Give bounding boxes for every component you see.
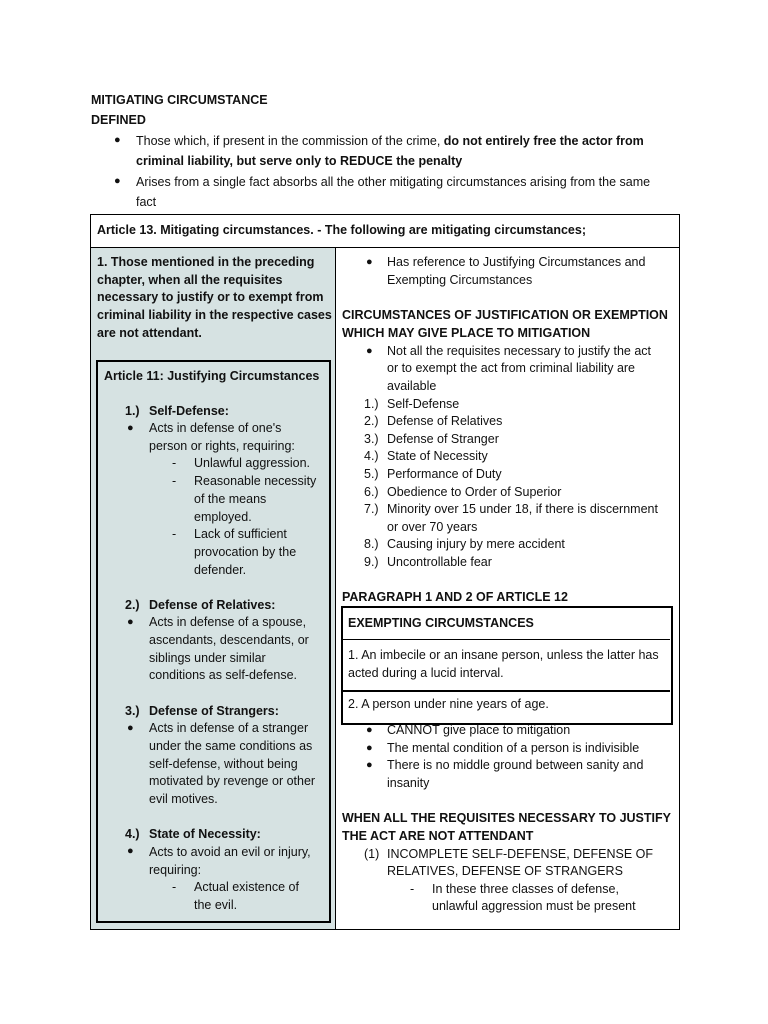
left-para-line: are not attendant. xyxy=(97,326,202,340)
reference-line: Has reference to Justifying Circumstances and xyxy=(387,255,646,269)
bullet-icon: ● xyxy=(366,724,373,736)
table-header-divider xyxy=(90,247,679,248)
intro-bullet-2-line-1: Arises from a single fact absorbs all the other mitigating circumstances arising from the same xyxy=(136,175,651,189)
relatives-line: Acts in defense of a spouse, xyxy=(149,615,307,629)
after-bullet: There is no middle ground between sanity and xyxy=(387,758,644,772)
cje-heading: CIRCUMSTANCES OF JUSTIFICATION OR EXEMPTION xyxy=(342,308,668,322)
strangers-line: Acts in defense of a stranger xyxy=(149,721,309,735)
list-item: Obedience to Order of Superior xyxy=(387,485,562,499)
exempting-title: EXEMPTING CIRCUMSTANCES xyxy=(348,616,534,630)
after-bullet: The mental condition of a person is indivisible xyxy=(387,741,640,755)
requisite-line: Reasonable necessity xyxy=(194,474,317,488)
bullet-icon: ● xyxy=(366,256,373,268)
dash-icon: - xyxy=(410,882,415,896)
relatives-title: Defense of Relatives: xyxy=(149,598,276,612)
bullet-icon: ● xyxy=(366,759,373,771)
list-number: 4.) xyxy=(125,827,140,841)
exempting-row-1-line: acted during a lucid interval. xyxy=(348,666,504,680)
list-number: 2.) xyxy=(125,598,140,612)
cje-bullet-line: Not all the requisites necessary to justify the act xyxy=(387,344,652,358)
page-title: MITIGATING CIRCUMSTANCE xyxy=(91,93,268,107)
incomplete-line: INCOMPLETE SELF-DEFENSE, DEFENSE OF xyxy=(387,847,654,861)
self-defense-line: Acts in defense of one's xyxy=(149,421,282,435)
left-para-line: necessary to justify or to exempt from xyxy=(97,290,324,304)
list-number: 5.) xyxy=(364,467,379,481)
relatives-line: ascendants, descendants, or xyxy=(149,633,309,647)
requisite-line: Actual existence of xyxy=(194,880,299,894)
strangers-title: Defense of Strangers: xyxy=(149,704,279,718)
paragraph-12-heading: PARAGRAPH 1 AND 2 OF ARTICLE 12 xyxy=(342,590,568,604)
intro-bullet-2-line-2: fact xyxy=(136,195,157,209)
requisite-line: provocation by the xyxy=(194,545,297,559)
list-item: Self-Defense xyxy=(387,397,460,411)
requisite-line: employed. xyxy=(194,510,252,524)
incomplete-sub-line: In these three classes of defense, xyxy=(432,882,619,896)
defined-label: DEFINED xyxy=(91,113,146,127)
self-defense-title: Self-Defense: xyxy=(149,404,229,418)
strangers-line: motivated by revenge or other xyxy=(149,774,316,788)
incomplete-sub-line: unlawful aggression must be present xyxy=(432,899,636,913)
bullet-icon: ● xyxy=(127,722,134,734)
necessity-line: requiring: xyxy=(149,863,202,877)
intro-bullet-1-line-1: Those which, if present in the commission of the crime, do not entirely free the actor from xyxy=(136,134,644,148)
list-number: 1.) xyxy=(125,404,140,418)
dash-icon: - xyxy=(172,880,177,894)
list-item: Causing injury by mere accident xyxy=(387,537,565,551)
cje-heading: WHICH MAY GIVE PLACE TO MITIGATION xyxy=(342,326,591,340)
list-item: or over 70 years xyxy=(387,520,478,534)
list-number: 3.) xyxy=(364,432,379,446)
necessity-title: State of Necessity: xyxy=(149,827,261,841)
list-item: Uncontrollable fear xyxy=(387,555,492,569)
incomplete-line: RELATIVES, DEFENSE OF STRANGERS xyxy=(387,864,623,878)
strangers-line: under the same conditions as xyxy=(149,739,313,753)
list-number: 9.) xyxy=(364,555,379,569)
list-number: 6.) xyxy=(364,485,379,499)
exempting-divider xyxy=(342,639,670,640)
list-number: 1.) xyxy=(364,397,379,411)
list-item: Minority over 15 under 18, if there is discernment xyxy=(387,502,658,516)
after-bullet: CANNOT give place to mitigation xyxy=(387,723,571,737)
relatives-line: siblings under similar xyxy=(149,651,266,665)
exempting-row-2: 2. A person under nine years of age. xyxy=(348,697,549,711)
bullet-icon: ● xyxy=(114,134,121,146)
intro-bullet-1-line-2: criminal liability, but serve only to REDUCE the penalty xyxy=(136,154,463,168)
list-item: Defense of Relatives xyxy=(387,414,503,428)
dash-icon: - xyxy=(172,474,177,488)
requisite-line: Unlawful aggression. xyxy=(194,456,311,470)
after-bullet: insanity xyxy=(387,776,430,790)
when-heading: WHEN ALL THE REQUISITES NECESSARY TO JUSTIFY xyxy=(342,811,671,825)
requisite-line: of the means xyxy=(194,492,267,506)
table-header: Article 13. Mitigating circumstances. - The following are mitigating circumstances; xyxy=(97,223,587,237)
bullet-icon: ● xyxy=(366,345,373,357)
bullet-icon: ● xyxy=(127,422,134,434)
bullet-icon: ● xyxy=(127,616,134,628)
list-number: 2.) xyxy=(364,414,379,428)
reference-line: Exempting Circumstances xyxy=(387,273,533,287)
left-para-line: chapter, when all the requisites xyxy=(97,273,283,287)
exempting-row-1-line: 1. An imbecile or an insane person, unless the latter has xyxy=(348,648,659,662)
left-para-line: 1. Those mentioned in the preceding xyxy=(97,255,315,269)
necessity-line: Acts to avoid an evil or injury, xyxy=(149,845,311,859)
cje-bullet-line: available xyxy=(387,379,437,393)
list-number: (1) xyxy=(364,847,380,861)
strangers-line: evil motives. xyxy=(149,792,218,806)
dash-icon: - xyxy=(172,527,177,541)
cje-bullet-line: or to exempt the act from criminal liability are xyxy=(387,361,636,375)
bullet-icon: ● xyxy=(366,742,373,754)
relatives-line: conditions as self-defense. xyxy=(149,668,298,682)
left-para-line: criminal liability in the respective cases xyxy=(97,308,332,322)
requisite-line: defender. xyxy=(194,563,247,577)
list-number: 8.) xyxy=(364,537,379,551)
dash-icon: - xyxy=(172,456,177,470)
article11-title: Article 11: Justifying Circumstances xyxy=(104,369,320,383)
strangers-line: self-defense, without being xyxy=(149,757,298,771)
exempting-divider xyxy=(342,690,670,692)
list-item: Performance of Duty xyxy=(387,467,502,481)
list-item: Defense of Stranger xyxy=(387,432,499,446)
self-defense-line: person or rights, requiring: xyxy=(149,439,295,453)
list-number: 3.) xyxy=(125,704,140,718)
bullet-icon: ● xyxy=(127,845,134,857)
when-heading: THE ACT ARE NOT ATTENDANT xyxy=(342,829,534,843)
requisite-line: Lack of sufficient xyxy=(194,527,287,541)
list-number: 4.) xyxy=(364,449,379,463)
table-column-divider xyxy=(335,247,336,929)
list-item: State of Necessity xyxy=(387,449,488,463)
list-number: 7.) xyxy=(364,502,379,516)
requisite-line: the evil. xyxy=(194,898,238,912)
bullet-icon: ● xyxy=(114,175,121,187)
